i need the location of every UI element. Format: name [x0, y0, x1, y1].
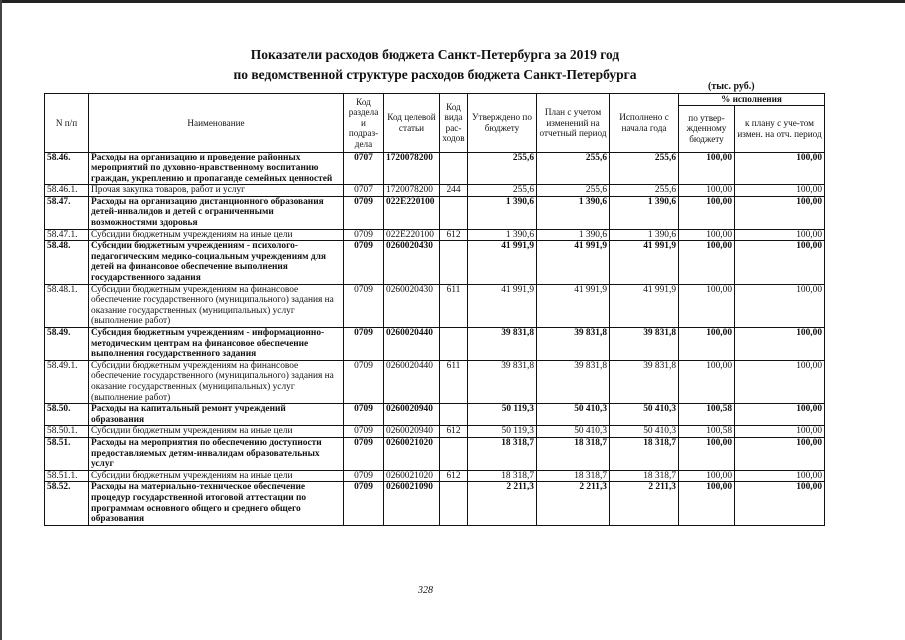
cell-approved: 255,6 [468, 185, 537, 197]
cell-name: Субсидии бюджетным учреждениям на финансовое обеспечение государственного (муниципального) задания на оказание государственных (муниципальных) услуг (выполнение работ) [89, 284, 344, 327]
cell-section: 0707 [344, 185, 384, 197]
cell-approved: 2 211,3 [468, 482, 537, 525]
cell-executed: 39 831,8 [610, 360, 679, 403]
cell-name: Субсидии бюджетным учреждениям на иные цели [89, 426, 344, 438]
cell-type: 244 [440, 185, 468, 197]
cell-type: 612 [440, 229, 468, 241]
cell-target: 0260021090 [384, 482, 440, 525]
cell-target: 0260020430 [384, 284, 440, 327]
page-title: Показатели расходов бюджета Санкт-Петербурга за 2019 год [250, 47, 620, 62]
cell-pct-plan: 100,00 [735, 185, 825, 197]
cell-pct-approved: 100,00 [679, 284, 735, 327]
cell-type [440, 404, 468, 426]
cell-target: 0260020440 [384, 360, 440, 403]
cell-type [440, 152, 468, 185]
cell-type: 611 [440, 360, 468, 403]
cell-pct-approved: 100,00 [679, 437, 735, 470]
cell-executed: 1 390,6 [610, 229, 679, 241]
cell-approved: 255,6 [468, 152, 537, 185]
table-row [45, 482, 825, 525]
cell-plan: 41 991,9 [537, 284, 610, 327]
cell-target: 0260020940 [384, 426, 440, 438]
cell-plan: 41 991,9 [537, 241, 610, 284]
cell-num: 58.50.1. [45, 426, 89, 438]
cell-num: 58.52. [45, 482, 89, 525]
cell-executed: 2 211,3 [610, 482, 679, 525]
header-section: Код раздела и подраз-дела [344, 94, 384, 153]
cell-num: 58.49. [45, 328, 89, 361]
cell-section: 0709 [344, 437, 384, 470]
cell-plan: 18 318,7 [537, 437, 610, 470]
header-num: N п/п [45, 94, 89, 153]
cell-name: Расходы на капитальный ремонт учреждений образования [89, 404, 344, 426]
cell-executed: 50 410,3 [610, 404, 679, 426]
cell-name: Субсидии бюджетным учреждениям на финансовое обеспечение государственного (муниципального) задания на оказание государственных (муниципальных) услуг (выполнение работ) [89, 360, 344, 403]
cell-approved: 41 991,9 [468, 241, 537, 284]
table-row [45, 404, 825, 426]
cell-approved: 50 119,3 [468, 426, 537, 438]
page-number: 328 [418, 585, 433, 596]
cell-plan: 39 831,8 [537, 328, 610, 361]
cell-approved: 39 831,8 [468, 360, 537, 403]
cell-pct-approved: 100,00 [679, 241, 735, 284]
cell-section: 0709 [344, 196, 384, 229]
cell-executed: 18 318,7 [610, 470, 679, 482]
cell-pct-plan: 100,00 [735, 196, 825, 229]
header-name: Наименование [89, 94, 344, 153]
table-row [45, 328, 825, 361]
unit-label: (тыс. руб.) [708, 81, 755, 92]
cell-plan: 50 410,3 [537, 426, 610, 438]
cell-section: 0709 [344, 404, 384, 426]
table-row [45, 196, 825, 229]
cell-type [440, 482, 468, 525]
cell-type [440, 437, 468, 470]
cell-target: 1720078200 [384, 185, 440, 197]
cell-section: 0709 [344, 426, 384, 438]
cell-executed: 41 991,9 [610, 284, 679, 327]
cell-target: 1720078200 [384, 152, 440, 185]
cell-pct-plan: 100,00 [735, 241, 825, 284]
cell-num: 58.46. [45, 152, 89, 185]
cell-section: 0709 [344, 470, 384, 482]
cell-target: 0260020940 [384, 404, 440, 426]
table-row [45, 229, 825, 241]
cell-target: 0260020440 [384, 328, 440, 361]
header-pct-group: % исполнения [679, 94, 825, 106]
header-target: Код целевой статьи [384, 94, 440, 153]
cell-plan: 2 211,3 [537, 482, 610, 525]
table-row [45, 470, 825, 482]
cell-plan: 255,6 [537, 152, 610, 185]
header-approved: Утверждено по бюджету [468, 94, 537, 153]
table-row [45, 185, 825, 197]
cell-num: 58.50. [45, 404, 89, 426]
table-row [45, 360, 825, 403]
page-edge [0, 0, 2, 640]
cell-type: 612 [440, 426, 468, 438]
cell-approved: 39 831,8 [468, 328, 537, 361]
cell-section: 0707 [344, 152, 384, 185]
cell-pct-plan: 100,00 [735, 426, 825, 438]
cell-pct-plan: 100,00 [735, 328, 825, 361]
cell-pct-plan: 100,00 [735, 482, 825, 525]
cell-type [440, 241, 468, 284]
header-pct-plan: к плану с уче-том измен. на отч. период [735, 105, 825, 152]
table-row [45, 241, 825, 284]
cell-name: Расходы на материально-техническое обеспечение процедур государственной итоговой аттестации по программам основного общего и среднего общего образования [89, 482, 344, 525]
cell-pct-plan: 100,00 [735, 404, 825, 426]
page-subtitle: по ведомственной структуре расходов бюджета Санкт-Петербурга [233, 67, 637, 82]
cell-plan: 39 831,8 [537, 360, 610, 403]
table-row [45, 284, 825, 327]
cell-pct-plan: 100,00 [735, 470, 825, 482]
cell-num: 58.48.1. [45, 284, 89, 327]
cell-name: Расходы на организацию и проведение районных мероприятий по духовно-нравственному воспитанию граждан, укреплению и пропаганде семейных ценностей [89, 152, 344, 185]
cell-name: Субсидии бюджетным учреждениям - психолого-педагогическим медико-социальным учреждениям для детей на финансовое обеспечение выполнения государственного задания [89, 241, 344, 284]
cell-plan: 18 318,7 [537, 470, 610, 482]
cell-type [440, 328, 468, 361]
cell-type: 611 [440, 284, 468, 327]
cell-num: 58.47.1. [45, 229, 89, 241]
cell-num: 58.49.1. [45, 360, 89, 403]
cell-pct-approved: 100,00 [679, 152, 735, 185]
cell-pct-plan: 100,00 [735, 284, 825, 327]
header-pct-approved: по утвер-жденному бюджету [679, 105, 735, 152]
cell-target: 022Е220100 [384, 196, 440, 229]
cell-approved: 1 390,6 [468, 229, 537, 241]
cell-num: 58.51. [45, 437, 89, 470]
cell-executed: 255,6 [610, 185, 679, 197]
cell-pct-approved: 100,00 [679, 360, 735, 403]
cell-pct-approved: 100,00 [679, 185, 735, 197]
cell-pct-approved: 100,58 [679, 404, 735, 426]
cell-pct-approved: 100,00 [679, 470, 735, 482]
cell-type [440, 196, 468, 229]
cell-plan: 50 410,3 [537, 404, 610, 426]
cell-executed: 1 390,6 [610, 196, 679, 229]
header-type: Код вида рас-ходов [440, 94, 468, 153]
cell-section: 0709 [344, 241, 384, 284]
cell-target: 0260021020 [384, 437, 440, 470]
cell-pct-approved: 100,58 [679, 426, 735, 438]
cell-executed: 50 410,3 [610, 426, 679, 438]
cell-pct-plan: 100,00 [735, 152, 825, 185]
cell-approved: 18 318,7 [468, 470, 537, 482]
cell-target: 0260021020 [384, 470, 440, 482]
cell-plan: 255,6 [537, 185, 610, 197]
cell-pct-plan: 100,00 [735, 360, 825, 403]
cell-executed: 41 991,9 [610, 241, 679, 284]
cell-type: 612 [440, 470, 468, 482]
cell-name: Субсидии бюджетным учреждениям на иные цели [89, 470, 344, 482]
cell-target: 0260020430 [384, 241, 440, 284]
budget-table [44, 93, 825, 526]
cell-section: 0709 [344, 229, 384, 241]
cell-section: 0709 [344, 328, 384, 361]
cell-approved: 18 318,7 [468, 437, 537, 470]
cell-name: Субсидия бюджетным учреждениям - информационно-методическим центрам на финансовое обеспечение выполнения государственного задания [89, 328, 344, 361]
cell-pct-approved: 100,00 [679, 482, 735, 525]
cell-name: Прочая закупка товаров, работ и услуг [89, 185, 344, 197]
cell-name: Расходы на организацию дистанционного образования детей-инвалидов и детей с ограниченными возможностями здоровья [89, 196, 344, 229]
cell-num: 58.46.1. [45, 185, 89, 197]
table-row [45, 426, 825, 438]
header-plan: План с учетом изменений на отчетный период [537, 94, 610, 153]
cell-pct-approved: 100,00 [679, 196, 735, 229]
cell-approved: 50 119,3 [468, 404, 537, 426]
header-executed: Исполнено с начала года [610, 94, 679, 153]
cell-plan: 1 390,6 [537, 196, 610, 229]
cell-name: Расходы на мероприятия по обеспечению доступности предоставляемых детям-инвалидам образовательных услуг [89, 437, 344, 470]
cell-num: 58.48. [45, 241, 89, 284]
cell-executed: 39 831,8 [610, 328, 679, 361]
cell-num: 58.47. [45, 196, 89, 229]
cell-section: 0709 [344, 482, 384, 525]
cell-section: 0709 [344, 284, 384, 327]
cell-executed: 18 318,7 [610, 437, 679, 470]
cell-section: 0709 [344, 360, 384, 403]
cell-pct-plan: 100,00 [735, 437, 825, 470]
cell-approved: 1 390,6 [468, 196, 537, 229]
cell-target: 022Е220100 [384, 229, 440, 241]
table-row [45, 437, 825, 470]
cell-approved: 41 991,9 [468, 284, 537, 327]
page-edge [0, 0, 905, 3]
cell-pct-approved: 100,00 [679, 229, 735, 241]
table-row [45, 152, 825, 185]
cell-plan: 1 390,6 [537, 229, 610, 241]
cell-executed: 255,6 [610, 152, 679, 185]
cell-pct-approved: 100,00 [679, 328, 735, 361]
cell-num: 58.51.1. [45, 470, 89, 482]
cell-name: Субсидии бюджетным учреждениям на иные цели [89, 229, 344, 241]
cell-pct-plan: 100,00 [735, 229, 825, 241]
